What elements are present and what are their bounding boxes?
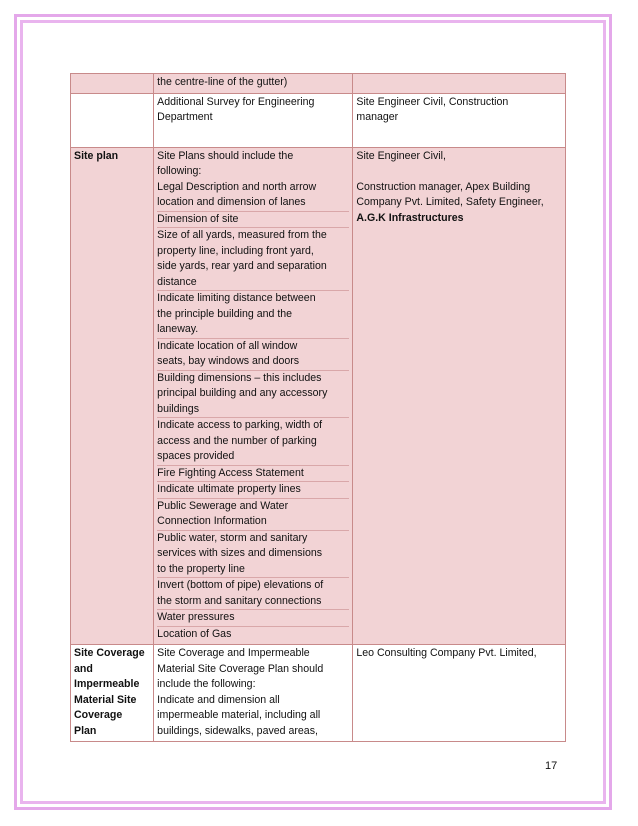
text-line: Construction manager, Apex Building <box>356 180 531 193</box>
text-line: the principle building and the <box>157 307 293 320</box>
document-table <box>70 73 566 742</box>
text-line: Location of Gas <box>157 627 232 640</box>
row-label-line: Coverage <box>74 709 123 721</box>
text-line: laneway. <box>157 322 349 339</box>
row-label-line: Impermeable <box>74 678 140 690</box>
text-line: buildings <box>157 402 349 419</box>
page-number: 17 <box>545 760 558 772</box>
cell-site-coverage-label <box>71 645 154 742</box>
cell-site-coverage-responsible <box>353 645 566 742</box>
text-line: Material Site Coverage Plan should <box>157 662 324 675</box>
row-label-line: Site Coverage <box>74 647 145 659</box>
text-line: impermeable material, including all <box>157 709 321 721</box>
cell-site-plan-label <box>71 147 154 645</box>
text-line: to the property line <box>157 562 349 579</box>
text-line: spaces provided <box>157 449 349 466</box>
text-line: Dimension of site <box>157 212 349 229</box>
cell-site-coverage-description <box>154 645 353 742</box>
text-line: Site Engineer Civil, Construction <box>356 95 509 108</box>
text-line: Site Engineer Civil, <box>356 149 446 162</box>
text-line: principal building and any accessory <box>157 387 328 399</box>
text-line: Indicate ultimate property lines <box>157 482 349 499</box>
text-line: access and the number of parking <box>157 434 317 447</box>
text-line: distance <box>157 275 349 292</box>
cell-empty <box>353 74 566 94</box>
text-line: Department <box>157 111 213 123</box>
text-line: the centre-line of the gutter) <box>157 76 288 88</box>
text-line: Fire Fighting Access Statement <box>157 466 349 483</box>
text-line: Site Coverage and Impermeable <box>157 647 310 659</box>
text-line: Public Sewerage and Water <box>157 499 289 512</box>
table-row-site-plan <box>71 147 566 645</box>
text-line: Building dimensions – this includes <box>157 371 322 384</box>
cell-empty <box>71 74 154 94</box>
company-name-bold: A.G.K Infrastructures <box>356 211 464 224</box>
text-line: include the following: <box>157 678 256 690</box>
row-label-line: and <box>74 662 93 675</box>
text-line: Indicate and dimension all <box>157 693 280 706</box>
row-label-line: Plan <box>74 724 97 737</box>
text-line: Leo Consulting Company Pvt. Limited, <box>356 647 537 659</box>
text-line: Site Plans should include the <box>157 149 294 162</box>
cell-empty <box>71 93 154 147</box>
text-line: manager <box>356 111 399 123</box>
blank-line <box>356 164 562 180</box>
cell-survey-description <box>154 93 353 147</box>
text-line: the storm and sanitary connections <box>157 594 349 611</box>
text-line: Connection Information <box>157 514 349 531</box>
cell-continuation-text <box>154 74 353 94</box>
text-line: Company Pvt. Limited, Safety Engineer, <box>356 196 544 208</box>
text-line: location and dimension of lanes <box>157 195 349 212</box>
cell-survey-responsible <box>353 93 566 147</box>
text-line: side yards, rear yard and separation <box>157 260 327 272</box>
text-line: Invert (bottom of pipe) elevations of <box>157 579 324 591</box>
text-line: Size of all yards, measured from the <box>157 229 327 241</box>
table-row-site-coverage <box>71 645 566 742</box>
cell-site-plan-description <box>154 147 353 645</box>
text-line: Indicate limiting distance between <box>157 292 316 304</box>
table-row-survey <box>71 93 566 147</box>
table-row-continuation <box>71 74 566 94</box>
text-line: Additional Survey for Engineering <box>157 95 315 108</box>
text-line: seats, bay windows and doors <box>157 354 349 371</box>
text-line: services with sizes and dimensions <box>157 547 323 559</box>
row-label-line: Material Site <box>74 693 137 706</box>
text-line: following: <box>157 165 202 177</box>
row-label: Site plan <box>74 149 119 162</box>
text-line: Public water, storm and sanitary <box>157 531 308 544</box>
text-line: property line, including front yard, <box>157 244 314 257</box>
text-line: Legal Description and north arrow <box>157 180 317 193</box>
text-line: Water pressures <box>157 610 349 627</box>
text-line: Indicate access to parking, width of <box>157 419 323 431</box>
text-line: Indicate location of all window <box>157 339 298 352</box>
text-line: buildings, sidewalks, paved areas, <box>157 724 318 737</box>
cell-site-plan-responsible <box>353 147 566 645</box>
